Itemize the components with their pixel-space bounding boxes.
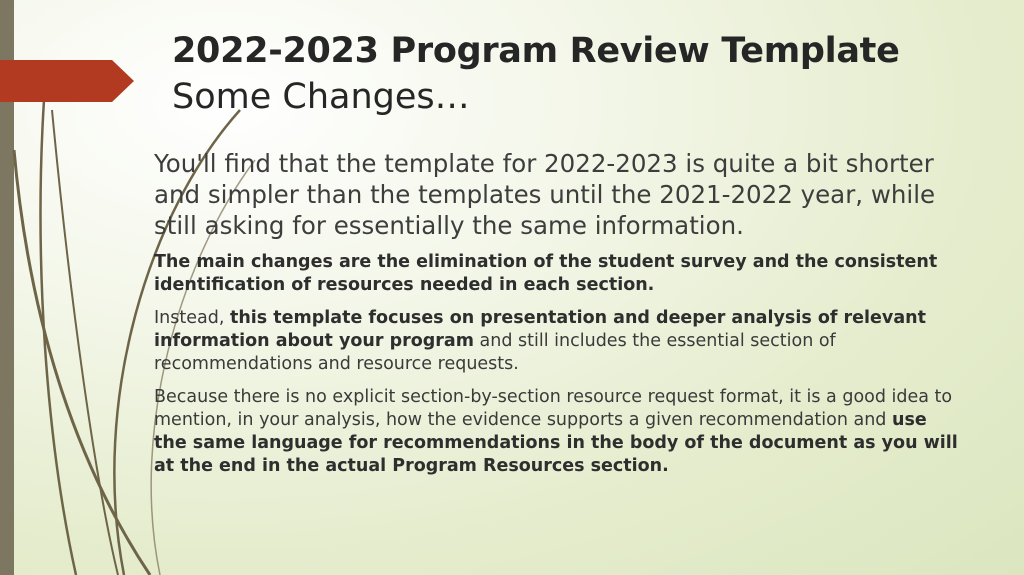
- title-main: 2022-2023 Program Review Template: [172, 31, 900, 71]
- lead-paragraph: You'll find that the template for 2022-2023 is quite a bit shorter and simpler than the templates until the 2021-2022 year, while still asking for essentially the same information.: [154, 149, 936, 240]
- focus-text-c: and still includes the essential section of recommendations and resource requests.: [154, 331, 836, 374]
- resource-text-bold: use the same language for recommendations in the body of the document as you will at the end in the actual Program Resources section.: [154, 410, 958, 476]
- title-sub: Some Changes…: [172, 77, 470, 117]
- main-changes-paragraph: The main changes are the elimination of the student survey and the consistent identification of resources needed in each section.: [154, 252, 938, 295]
- slide-title: [172, 28, 992, 120]
- resource-text-a: Because there is no explicit section-by-section resource request format, it is a good idea to mention, in your analysis, how the evidence supports a given recommendation and: [154, 387, 953, 430]
- slide-body: [154, 148, 964, 488]
- focus-paragraph: [154, 307, 964, 376]
- focus-text-bold: this template focuses on presentation and deeper analysis of relevant information about your program: [154, 308, 926, 351]
- focus-text-a: Instead,: [154, 308, 230, 328]
- resource-paragraph: [154, 386, 964, 478]
- accent-arrow: [0, 60, 134, 102]
